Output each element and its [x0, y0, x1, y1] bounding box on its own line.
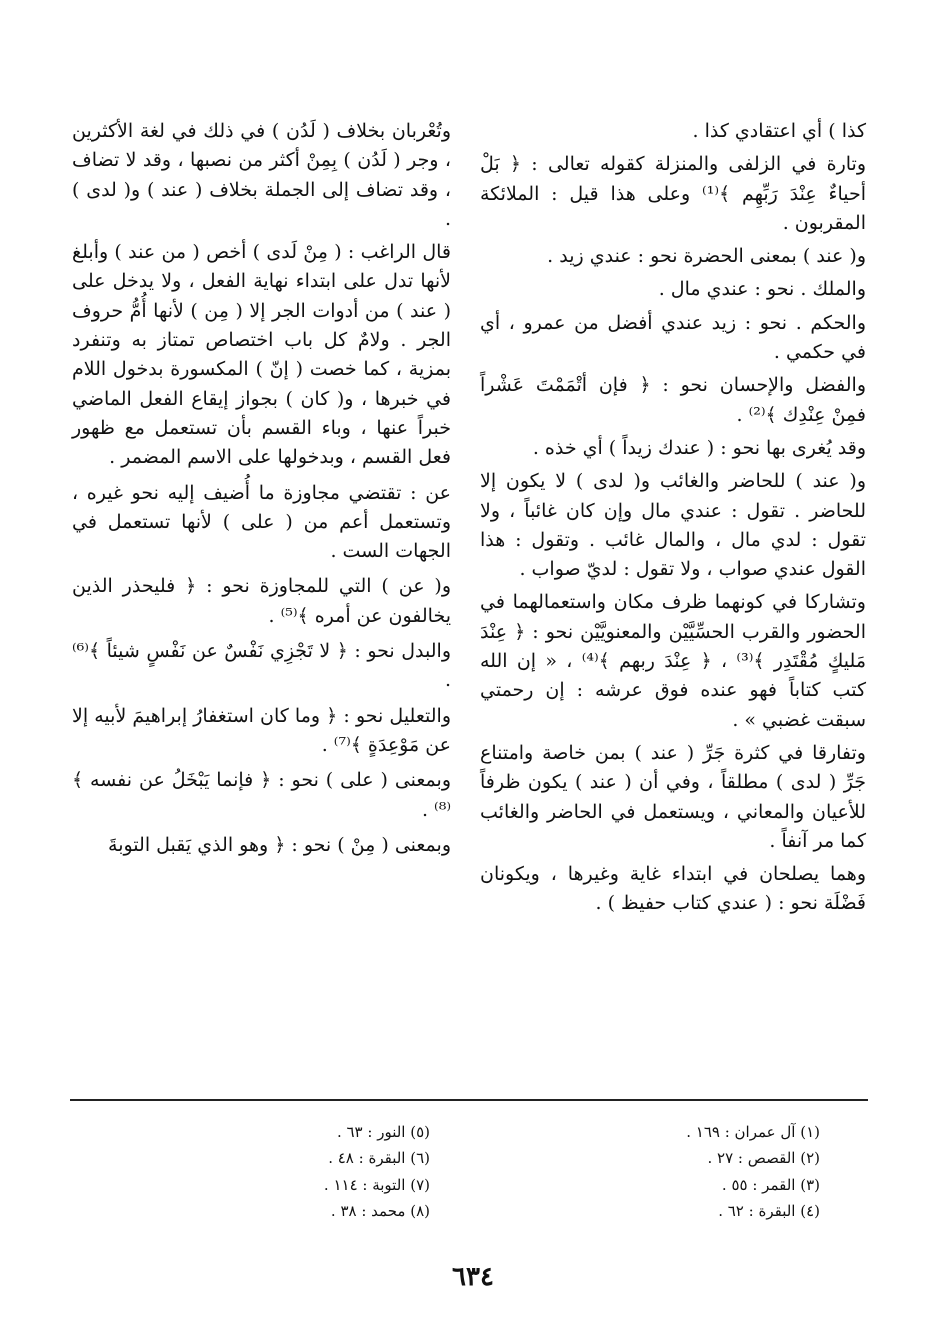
paragraph: والفضل والإحسان نحو : ﴿ فإن أتْمَمْتَ عَشْراً فمِنْ عِنْدِك ﴾⁽²⁾ . — [480, 374, 866, 426]
footnotes-left — [170, 1119, 430, 1224]
footnote: (٤) البقرة : ٦٢ . — [718, 1201, 820, 1220]
footnote: (١) آل عمران : ١٦٩ . — [686, 1123, 820, 1141]
footnote: (٣) القمر : ٥٥ . — [721, 1175, 820, 1194]
footnote: (٦) البقرة : ٤٨ . — [328, 1149, 430, 1168]
paragraph: كذا ) أي اعتقادي كذا . — [692, 120, 866, 142]
paragraph: وتشاركا في كونهما ظرف مكان واستعمالهما في الحضور والقرب الحسِّيَّيْن والمعنويَّيْن نحو : ﴿ عِنْدَ مَليكٍ مُقْتَدِر ﴾⁽³⁾ ، ﴿ عِنْدَ ربهم ﴾⁽⁴⁾ ، « إن الله كتب كتاباً فهو عنده فوق عرشه : إن رحمتي سبقت غضبي » . — [480, 591, 867, 731]
footnote: (٧) التوبة : ١١٤ . — [323, 1175, 430, 1194]
paragraph: والملك . نحو : عندي مال . — [658, 278, 866, 301]
left-text-column — [72, 117, 451, 864]
paragraph: والبدل نحو : ﴿ لا تَجْزِي نَفْسٌ عن نَفْسٍ شيئاً ﴾⁽⁶⁾ . — [72, 640, 451, 692]
paragraph: والتعليل نحو : ﴿ وما كان استغفارُ إبراهيمَ لأبيه إلا عن مَوْعِدَةٍ ﴾⁽⁷⁾ . — [72, 704, 451, 756]
footnote: (٢) القصص : ٢٧ . — [707, 1149, 820, 1168]
paragraph: وبمعنى ( على ) نحو : ﴿ فإنما يَبْخَلُ عن نفسه ﴾⁽⁸⁾ . — [72, 769, 451, 821]
paragraph: وبمعنى ( مِنْ ) نحو : ﴿ وهو الذي يَقبل التوبةَ — [108, 833, 451, 856]
right-text-column — [480, 117, 866, 923]
paragraph: والحكم . نحو : زيد عندي أفضل من عمرو ، أي في حكمي . — [480, 311, 866, 364]
footnotes-right — [560, 1119, 820, 1224]
paragraph: وقد يُغرى بها نحو : ( عندك زيداً ) أي خذه . — [532, 436, 866, 459]
paragraph: وتفارقا في كثرة جَرِّ ( عند ) بمن خاصة وامتناع جَرِّ ( لدى ) مطلقاً ، وفي أن ( عند ) يكون ظرفاً للأعيان والمعاني ، ويستعمل في الحاضر والغائب كما مر آنفاً . — [480, 741, 866, 852]
page-number: ٦٣٤ — [452, 1262, 494, 1292]
paragraph: و( عند ) بمعنى الحضرة نحو : عندي زيد . — [547, 245, 866, 268]
paragraph: وتُعْربان بخلاف ( لَدُن ) في ذلك في لغة الأكثرين ، وجر ( لَدُن ) بِمِنْ أكثر من نصبها ، وقد لا تضاف ، وقد تضاف إلى الجملة بخلاف ( عند ) و( لدى ) . — [72, 120, 451, 230]
footnote: (٥) النور : ٦٣ . — [336, 1123, 430, 1141]
paragraph: وهما يصلحان في ابتداء غاية وغيرها ، ويكونان فَضْلَة نحو : ( عندي كتاب حفيظ ) . — [480, 863, 866, 915]
paragraph: و( عند ) للحاضر والغائب و( لدى ) لا يكون إلا للحاضر . تقول : عندي مال وإن كان غائباً ، ولا تقول : لدي مال ، والمال غائب . وتقول : هذا القول عندي صواب ، ولا تقول : لديّ صواب . — [480, 470, 866, 581]
paragraph: قال الراغب : ( مِنْ لَدى ) أخص ( من عند ) وأبلغ لأنها تدل على ابتداء نهاية الفعل ، ولا يدخل على ( عند ) من أدوات الجر إلا ( مِن ) لأنها أُمُّ حروف الجر . ولامٌ كل باب اختصاص تمتاز به وتنفرد بمزية ، كما خصت ( إنّ ) المكسورة بدخول اللام في خبرها ، و( كان ) بجواز إيقاع الفعل الماضي خبراً عنها ، وباء القسم بأن تستعمل مع ظهور فعل القسم ، وبدخولها على الاسم المضمر . — [72, 241, 451, 469]
footnote-separator — [70, 1099, 868, 1101]
paragraph: و( عن ) التي للمجاوزة نحو : ﴿ فليحذر الذين يخالفون عن أمره ﴾⁽⁵⁾ . — [72, 575, 451, 627]
paragraph: عن : تقتضي مجاوزة ما أُضيف إليه نحو غيره ، وتستعمل أعم من ( على ) لأنها تستعمل في الجهات الست . — [72, 481, 451, 563]
paragraph: وتارة في الزلفى والمنزلة كقوله تعالى : ﴿ بَلْ أحياءٌ عِنْدَ رَبِّهِم ﴾⁽¹⁾ وعلى هذا قيل : الملائكة المقربون . — [480, 153, 866, 234]
footnote: (٨) محمد : ٣٨ . — [330, 1201, 430, 1220]
